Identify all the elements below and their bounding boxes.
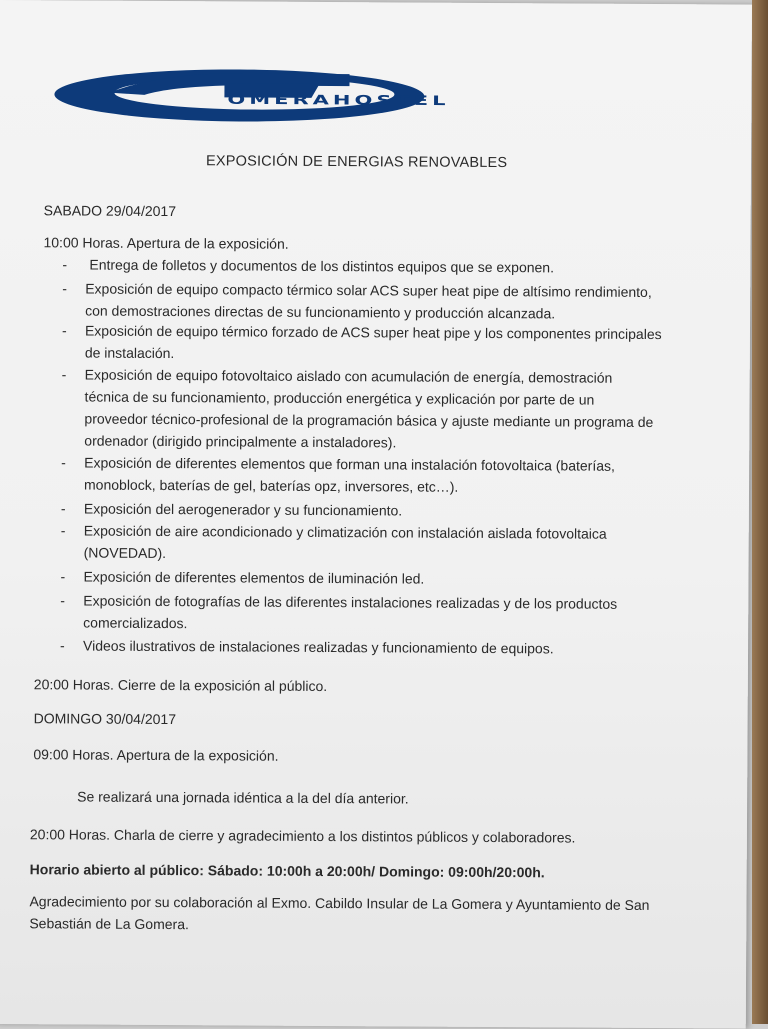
activity-item-line: proveedor técnico-profesional de la programación básica y ajuste mediante un programa de bbox=[84, 410, 654, 430]
sunday-closing: 20:00 Horas. Charla de cierre y agradecimiento a los distintos públicos y colaboradores. bbox=[29, 826, 576, 846]
activity-item-line: Videos ilustrativos de instalaciones realizadas y funcionamiento de equipos. bbox=[83, 637, 554, 657]
activity-item-line: Entrega de folletos y documentos de los distintos equipos que se exponen. bbox=[89, 256, 555, 276]
table-edge bbox=[752, 0, 768, 1024]
bullet-dash: - bbox=[62, 256, 68, 273]
thanks-line-2: Sebastián de La Gomera. bbox=[29, 915, 189, 933]
bullet-dash: - bbox=[60, 568, 66, 585]
activity-item-line: Exposición de equipo fotovoltaico aislado con acumulación de energía, demostración bbox=[84, 366, 613, 386]
activity-item-line: ordenador (dirigido principalmente a instaladores). bbox=[84, 432, 397, 451]
activity-item-line: Exposición de equipo térmico forzado de ACS super heat pipe y los componentes principales bbox=[84, 322, 662, 343]
sunday-date: DOMINGO 30/04/2017 bbox=[33, 710, 177, 728]
activity-item-line: Exposición de diferentes elementos de iluminación led. bbox=[83, 568, 425, 587]
activity-item-line: Exposición de fotografías de las diferentes instalaciones realizadas y de los productos bbox=[83, 592, 618, 612]
activity-item-line: técnica de su funcionamiento, producción energética y explicación por parte de un bbox=[84, 388, 595, 408]
activity-item-line: de instalación. bbox=[84, 344, 175, 362]
activity-item-line: con demostraciones directas de su funcionamiento y producción alcanzada. bbox=[85, 302, 556, 322]
bullet-dash: - bbox=[61, 322, 67, 339]
sunday-note: Se realizará una jornada idéntica a la del día anterior. bbox=[77, 788, 409, 807]
activity-item-line: Exposición del aerogenerador y su funcionamiento. bbox=[83, 500, 403, 519]
saturday-date: SABADO 29/04/2017 bbox=[43, 202, 177, 220]
sunday-opening: 09:00 Horas. Apertura de la exposición. bbox=[33, 746, 279, 764]
opening-hours: Horario abierto al público: Sábado: 10:00h a 20:00h/ Domingo: 09:00h/20:00h. bbox=[29, 861, 545, 881]
saturday-closing: 20:00 Horas. Cierre de la exposición al público. bbox=[33, 676, 328, 695]
bullet-dash: - bbox=[60, 500, 66, 517]
thanks-line-1: Agradecimiento por su colaboración al Exmo. Cabildo Insular de La Gomera y Ayuntamiento de San bbox=[29, 893, 650, 913]
activity-item-line: monoblock, baterías de gel, baterías opz, inversores, etc…). bbox=[83, 476, 459, 495]
bullet-dash: - bbox=[60, 522, 66, 539]
logo-wordmark: OMERAHOSTEL bbox=[227, 91, 450, 109]
bullet-dash: - bbox=[61, 366, 67, 383]
activity-item-line: Exposición de aire acondicionado y climatización con instalación aislada fotovoltaica bbox=[83, 522, 607, 542]
activity-item-line: comercializados. bbox=[83, 614, 188, 632]
bullet-dash: - bbox=[60, 592, 66, 609]
bullet-dash: - bbox=[60, 637, 65, 654]
activity-item-line: Exposición de diferentes elementos que forman una instalación fotovoltaica (baterías, bbox=[84, 454, 615, 474]
bullet-dash: - bbox=[61, 454, 66, 471]
activity-item-line: Exposición de equipo compacto térmico solar ACS super heat pipe de altísimo rendimiento, bbox=[85, 280, 652, 300]
activity-item-line: (NOVEDAD). bbox=[83, 544, 167, 562]
page-title: EXPOSICIÓN DE ENERGIAS RENOVABLES bbox=[205, 153, 508, 172]
bullet-dash: - bbox=[62, 280, 67, 297]
saturday-opening: 10:00 Horas. Apertura de la exposición. bbox=[43, 234, 289, 252]
